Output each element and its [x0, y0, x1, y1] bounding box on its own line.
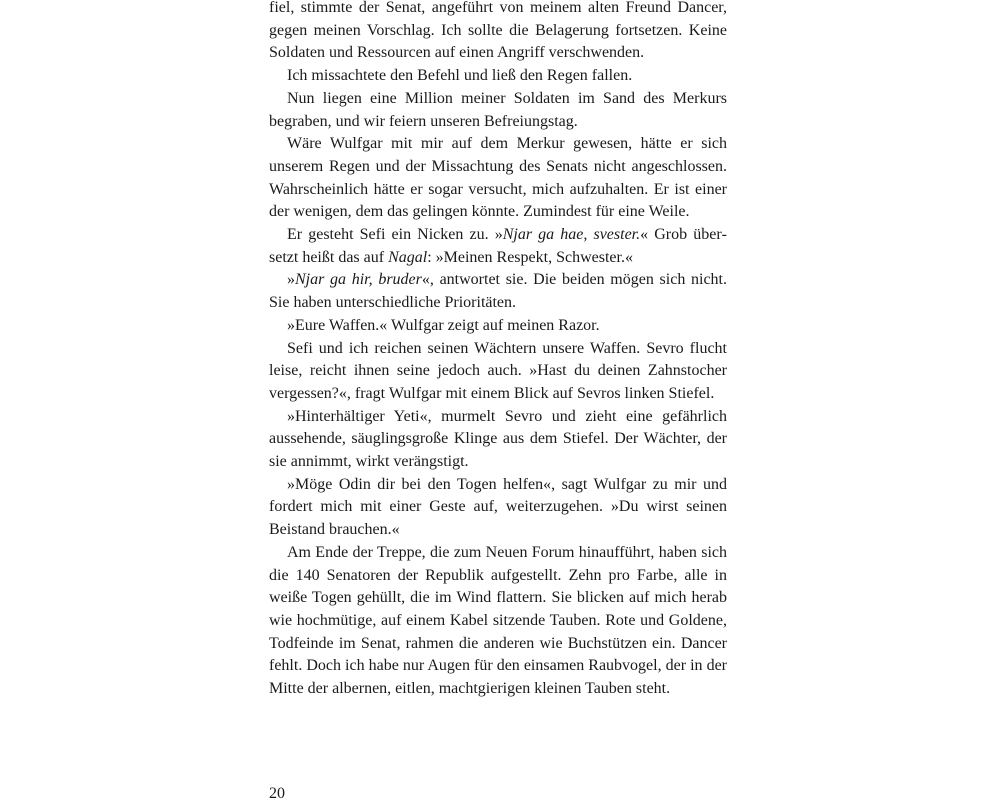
italic-text: Nagal	[388, 248, 428, 266]
paragraph	[269, 224, 727, 269]
text-run: Ich missachtete den Befehl und ließ den Regen fallen.	[287, 67, 633, 85]
text-run: »Möge Odin dir bei den Togen helfen«, sagt Wulfgar zu mir und fordert mich mit einer Geste auf, weiterzugehen. »Du wirst seinen Beistand brauchen.«	[269, 475, 727, 539]
paragraph	[269, 406, 727, 474]
page-number: 20	[269, 785, 285, 802]
text-run: fiel, stimmte der Senat, angeführt von meinem alten Freund Dancer, gegen meinen Vorschlag. Ich sollte die Belagerung fortsetzen. Keine Soldaten und Ressourcen auf einen Angriff verschwenden.	[269, 0, 727, 62]
italic-text: Njar ga hae, svester.	[502, 226, 641, 244]
text-run: »	[287, 271, 295, 289]
paragraph	[269, 0, 727, 65]
paragraph	[269, 88, 727, 133]
text-run: Nun liegen eine Million meiner Soldaten im Sand des Merkurs begraben, und wir feiern unseren Befreiungstag.	[269, 89, 727, 130]
text-run: »Eure Waffen.« Wulfgar zeigt auf meinen Razor.	[287, 316, 600, 334]
text-run: Am Ende der Treppe, die zum Neuen Forum hinaufführt, haben sich die 140 Senatoren der Republik aufgestellt. Zehn pro Farbe, alle in weiße Togen gehüllt, die im Wind flattern. Sie blicken auf mich herab wie hochmütige, auf einem Kabel sitzende Tauben. Rote und Goldene, Todfeinde im Senat, rahmen die anderen wie Buchstützen ein. Dancer fehlt. Doch ich habe nur Augen für den einsamen Raubvogel, der in der Mitte der albernen, eitlen, machtgierigen kleinen Tauben steht.	[269, 543, 727, 698]
text-run: Wäre Wulfgar mit mir auf dem Merkur gewesen, hätte er sich unserem Regen und der Missachtung des Senats nicht angeschlossen. Wahrscheinlich hätte er sogar versucht, mich aufzuhalten. Er ist einer der wenigen, dem das gelingen könnte. Zumindest für eine Weile.	[269, 135, 727, 221]
text-run: « Grob übersetzt heißt das auf	[269, 226, 727, 266]
text-run: »Hinterhältiger Yeti«, murmelt Sevro und zieht eine gefährlich aussehende, säuglingsgroße Klinge aus dem Stiefel. Der Wächter, der sie annimmt, wirkt verängstigt.	[269, 407, 727, 471]
italic-text: Njar ga hir, bruder	[295, 271, 422, 289]
paragraph	[269, 542, 727, 701]
body-text	[269, 0, 727, 701]
paragraph	[269, 133, 727, 224]
paragraph	[269, 315, 727, 338]
paragraph	[269, 65, 727, 88]
text-run: «, antwortet sie. Die beiden mögen sich nicht. Sie haben unterschiedliche Prioritäten.	[269, 271, 728, 312]
text-run: Er gesteht Sefi ein Nicken zu. »	[287, 226, 503, 244]
text-run: Sefi und ich reichen seinen Wächtern unsere Waffen. Sevro flucht leise, reicht ihnen seine jedoch auch. »Hast du deinen Zahnstocher vergessen?«, fragt Wulfgar mit einem Blick auf Sevros linken Stiefel.	[269, 339, 727, 402]
text-run: : »Meinen Respekt, Schwester.«	[427, 248, 633, 266]
paragraph	[269, 269, 727, 314]
paragraph	[269, 474, 727, 542]
paragraph	[269, 338, 727, 406]
